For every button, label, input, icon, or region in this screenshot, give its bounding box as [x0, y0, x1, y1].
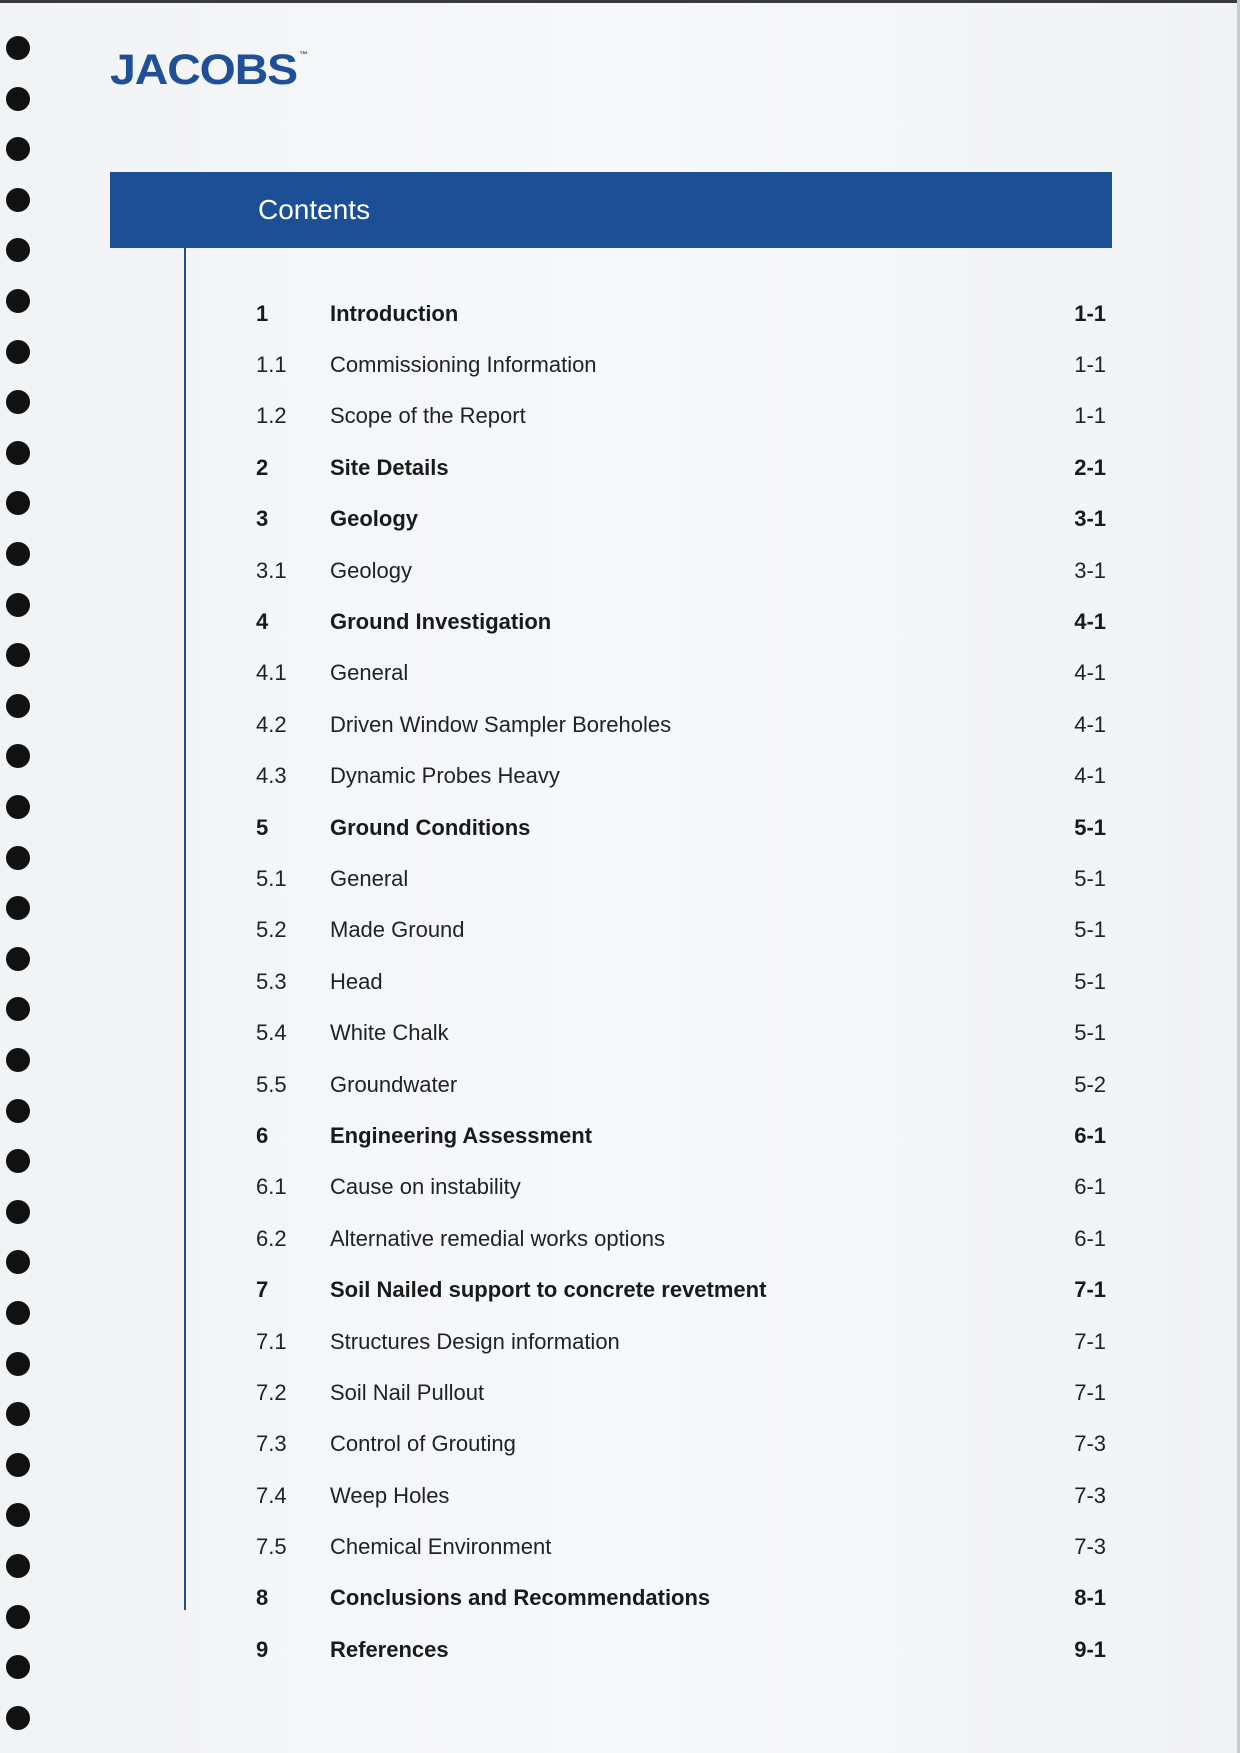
toc-title: Made Ground — [330, 917, 465, 943]
logo-trademark: ™ — [299, 50, 307, 59]
toc-page-number: 2-1 — [1074, 454, 1106, 480]
toc-subsection-row — [256, 1007, 1108, 1058]
toc-section-row — [256, 1264, 1108, 1315]
toc-title: Ground Investigation — [330, 609, 552, 635]
logo-text: JACOBS — [110, 46, 298, 94]
binding-hole — [6, 1605, 30, 1629]
binding-hole — [6, 87, 30, 111]
toc-title: Weep Holes — [330, 1482, 450, 1508]
binding-hole — [6, 997, 30, 1021]
toc-number: 2 — [256, 454, 269, 480]
toc-number: 5.1 — [256, 865, 287, 891]
toc-number: 5.5 — [256, 1071, 287, 1097]
binding-holes — [6, 36, 32, 1726]
toc-number: 1 — [256, 300, 269, 326]
toc-number: 8 — [256, 1585, 269, 1611]
toc-title: General — [330, 660, 409, 686]
toc-number: 1.1 — [256, 352, 287, 378]
toc-number: 6 — [256, 1122, 269, 1148]
toc-number: 4.2 — [256, 711, 287, 737]
toc-subsection-row — [256, 1521, 1108, 1572]
toc-number: 5.3 — [256, 968, 287, 994]
toc-page-number: 7-1 — [1074, 1379, 1106, 1405]
toc-number: 7.3 — [256, 1431, 287, 1457]
toc-page-number: 1-1 — [1074, 352, 1106, 378]
toc-section-row — [256, 494, 1108, 545]
toc-subsection-row — [256, 391, 1108, 442]
toc-page-number: 1-1 — [1074, 403, 1106, 429]
toc-subsection-row — [256, 1213, 1108, 1264]
toc-title: Alternative remedial works options — [330, 1225, 666, 1251]
toc-page-number: 3-1 — [1074, 557, 1106, 583]
binding-hole — [6, 1048, 30, 1072]
toc-page-number: 4-1 — [1074, 609, 1106, 635]
binding-hole — [6, 1200, 30, 1224]
binding-hole — [6, 441, 30, 465]
binding-hole — [6, 1453, 30, 1477]
toc-page-number: 5-1 — [1074, 917, 1106, 943]
toc-subsection-row — [256, 853, 1108, 904]
toc-page-number: 5-1 — [1074, 1020, 1106, 1046]
binding-hole — [6, 491, 30, 515]
toc-title: Chemical Environment — [330, 1534, 552, 1560]
toc-number: 5.2 — [256, 917, 287, 943]
toc-page-number: 7-3 — [1074, 1534, 1106, 1560]
binding-hole — [6, 1352, 30, 1376]
contents-title: Contents — [258, 194, 371, 225]
toc-title: Structures Design information — [330, 1328, 620, 1354]
toc-subsection-row — [256, 751, 1108, 802]
toc-number: 7.2 — [256, 1379, 287, 1405]
toc-section-row — [256, 442, 1108, 493]
toc-page-number: 7-1 — [1074, 1277, 1106, 1303]
binding-hole — [6, 593, 30, 617]
toc-title: Dynamic Probes Heavy — [330, 763, 560, 789]
binding-hole — [6, 1301, 30, 1325]
toc-page-number: 6-1 — [1074, 1225, 1106, 1251]
toc-title: Site Details — [330, 454, 449, 480]
toc-title: Conclusions and Recommendations — [330, 1585, 711, 1611]
toc-number: 6.2 — [256, 1225, 287, 1251]
binding-hole — [6, 846, 30, 870]
jacobs-logo — [110, 46, 307, 95]
toc-section-row — [256, 1110, 1108, 1161]
binding-hole — [6, 390, 30, 414]
toc-title: Commissioning Information — [330, 352, 597, 378]
toc-page-number: 4-1 — [1074, 763, 1106, 789]
toc-number: 7.5 — [256, 1534, 287, 1560]
toc-page-number: 6-1 — [1074, 1122, 1106, 1148]
binding-hole — [6, 1554, 30, 1578]
toc-subsection-row — [256, 545, 1108, 596]
binding-hole — [6, 643, 30, 667]
toc-page-number: 5-1 — [1074, 968, 1106, 994]
table-of-contents — [256, 288, 1108, 1676]
toc-subsection-row — [256, 956, 1108, 1007]
toc-subsection-row — [256, 699, 1108, 750]
binding-hole — [6, 947, 30, 971]
toc-page-number: 4-1 — [1074, 711, 1106, 737]
toc-number: 4 — [256, 609, 269, 635]
toc-page-number: 6-1 — [1074, 1174, 1106, 1200]
binding-hole — [6, 1149, 30, 1173]
toc-subsection-row — [256, 1316, 1108, 1367]
toc-number: 7.1 — [256, 1328, 287, 1354]
toc-title: Introduction — [330, 300, 459, 326]
page-top-edge — [0, 0, 1240, 3]
toc-page-number: 4-1 — [1074, 660, 1106, 686]
toc-title: Soil Nail Pullout — [330, 1379, 485, 1405]
toc-title: Control of Grouting — [330, 1431, 516, 1457]
toc-number: 7.4 — [256, 1482, 287, 1508]
toc-title: Driven Window Sampler Boreholes — [330, 711, 672, 737]
toc-number: 9 — [256, 1636, 269, 1662]
toc-page-number: 5-2 — [1074, 1071, 1106, 1097]
toc-title: White Chalk — [330, 1020, 449, 1046]
toc-title: Geology — [330, 506, 419, 532]
toc-page-number: 7-3 — [1074, 1482, 1106, 1508]
toc-title: Groundwater — [330, 1071, 458, 1097]
toc-page-number: 5-1 — [1074, 814, 1106, 840]
toc-page-number: 9-1 — [1074, 1636, 1106, 1662]
binding-hole — [6, 340, 30, 364]
toc-number: 5.4 — [256, 1020, 287, 1046]
toc-subsection-row — [256, 1059, 1108, 1110]
toc-title: Scope of the Report — [330, 403, 526, 429]
toc-title: General — [330, 865, 409, 891]
binding-hole — [6, 1706, 30, 1730]
binding-hole — [6, 896, 30, 920]
binding-hole — [6, 1250, 30, 1274]
binding-hole — [6, 1503, 30, 1527]
binding-hole — [6, 542, 30, 566]
toc-section-row — [256, 1624, 1108, 1675]
toc-page-number: 5-1 — [1074, 865, 1106, 891]
binding-hole — [6, 36, 30, 60]
toc-section-row — [256, 288, 1108, 339]
contents-banner — [110, 172, 1112, 248]
toc-number: 6.1 — [256, 1174, 287, 1200]
toc-page-number: 8-1 — [1074, 1585, 1106, 1611]
toc-page-number: 3-1 — [1074, 506, 1106, 532]
binding-hole — [6, 694, 30, 718]
toc-subsection-row — [256, 1470, 1108, 1521]
toc-title: Cause on instability — [330, 1174, 521, 1200]
contents-side-rule — [184, 248, 186, 1610]
toc-title: Engineering Assessment — [330, 1122, 593, 1148]
binding-hole — [6, 744, 30, 768]
toc-number: 3.1 — [256, 557, 287, 583]
toc-number: 7 — [256, 1277, 269, 1303]
toc-subsection-row — [256, 1367, 1108, 1418]
toc-section-row — [256, 802, 1108, 853]
toc-title: Ground Conditions — [330, 814, 531, 840]
binding-hole — [6, 238, 30, 262]
binding-hole — [6, 289, 30, 313]
toc-subsection-row — [256, 339, 1108, 390]
toc-number: 4.1 — [256, 660, 287, 686]
toc-title: Head — [330, 968, 383, 994]
binding-hole — [6, 137, 30, 161]
binding-hole — [6, 1402, 30, 1426]
toc-page-number: 7-1 — [1074, 1328, 1106, 1354]
toc-subsection-row — [256, 1162, 1108, 1213]
toc-title: Soil Nailed support to concrete revetment — [330, 1277, 767, 1303]
toc-title: Geology — [330, 557, 412, 583]
toc-subsection-row — [256, 905, 1108, 956]
binding-hole — [6, 1655, 30, 1679]
toc-subsection-row — [256, 648, 1108, 699]
toc-page-number: 7-3 — [1074, 1431, 1106, 1457]
toc-page-number: 1-1 — [1074, 300, 1106, 326]
toc-number: 3 — [256, 506, 269, 532]
toc-number: 1.2 — [256, 403, 287, 429]
toc-number: 4.3 — [256, 763, 287, 789]
toc-subsection-row — [256, 1419, 1108, 1470]
binding-hole — [6, 1099, 30, 1123]
toc-section-row — [256, 596, 1108, 647]
binding-hole — [6, 188, 30, 212]
toc-section-row — [256, 1573, 1108, 1624]
binding-hole — [6, 795, 30, 819]
toc-title: References — [330, 1636, 449, 1662]
toc-number: 5 — [256, 814, 269, 840]
